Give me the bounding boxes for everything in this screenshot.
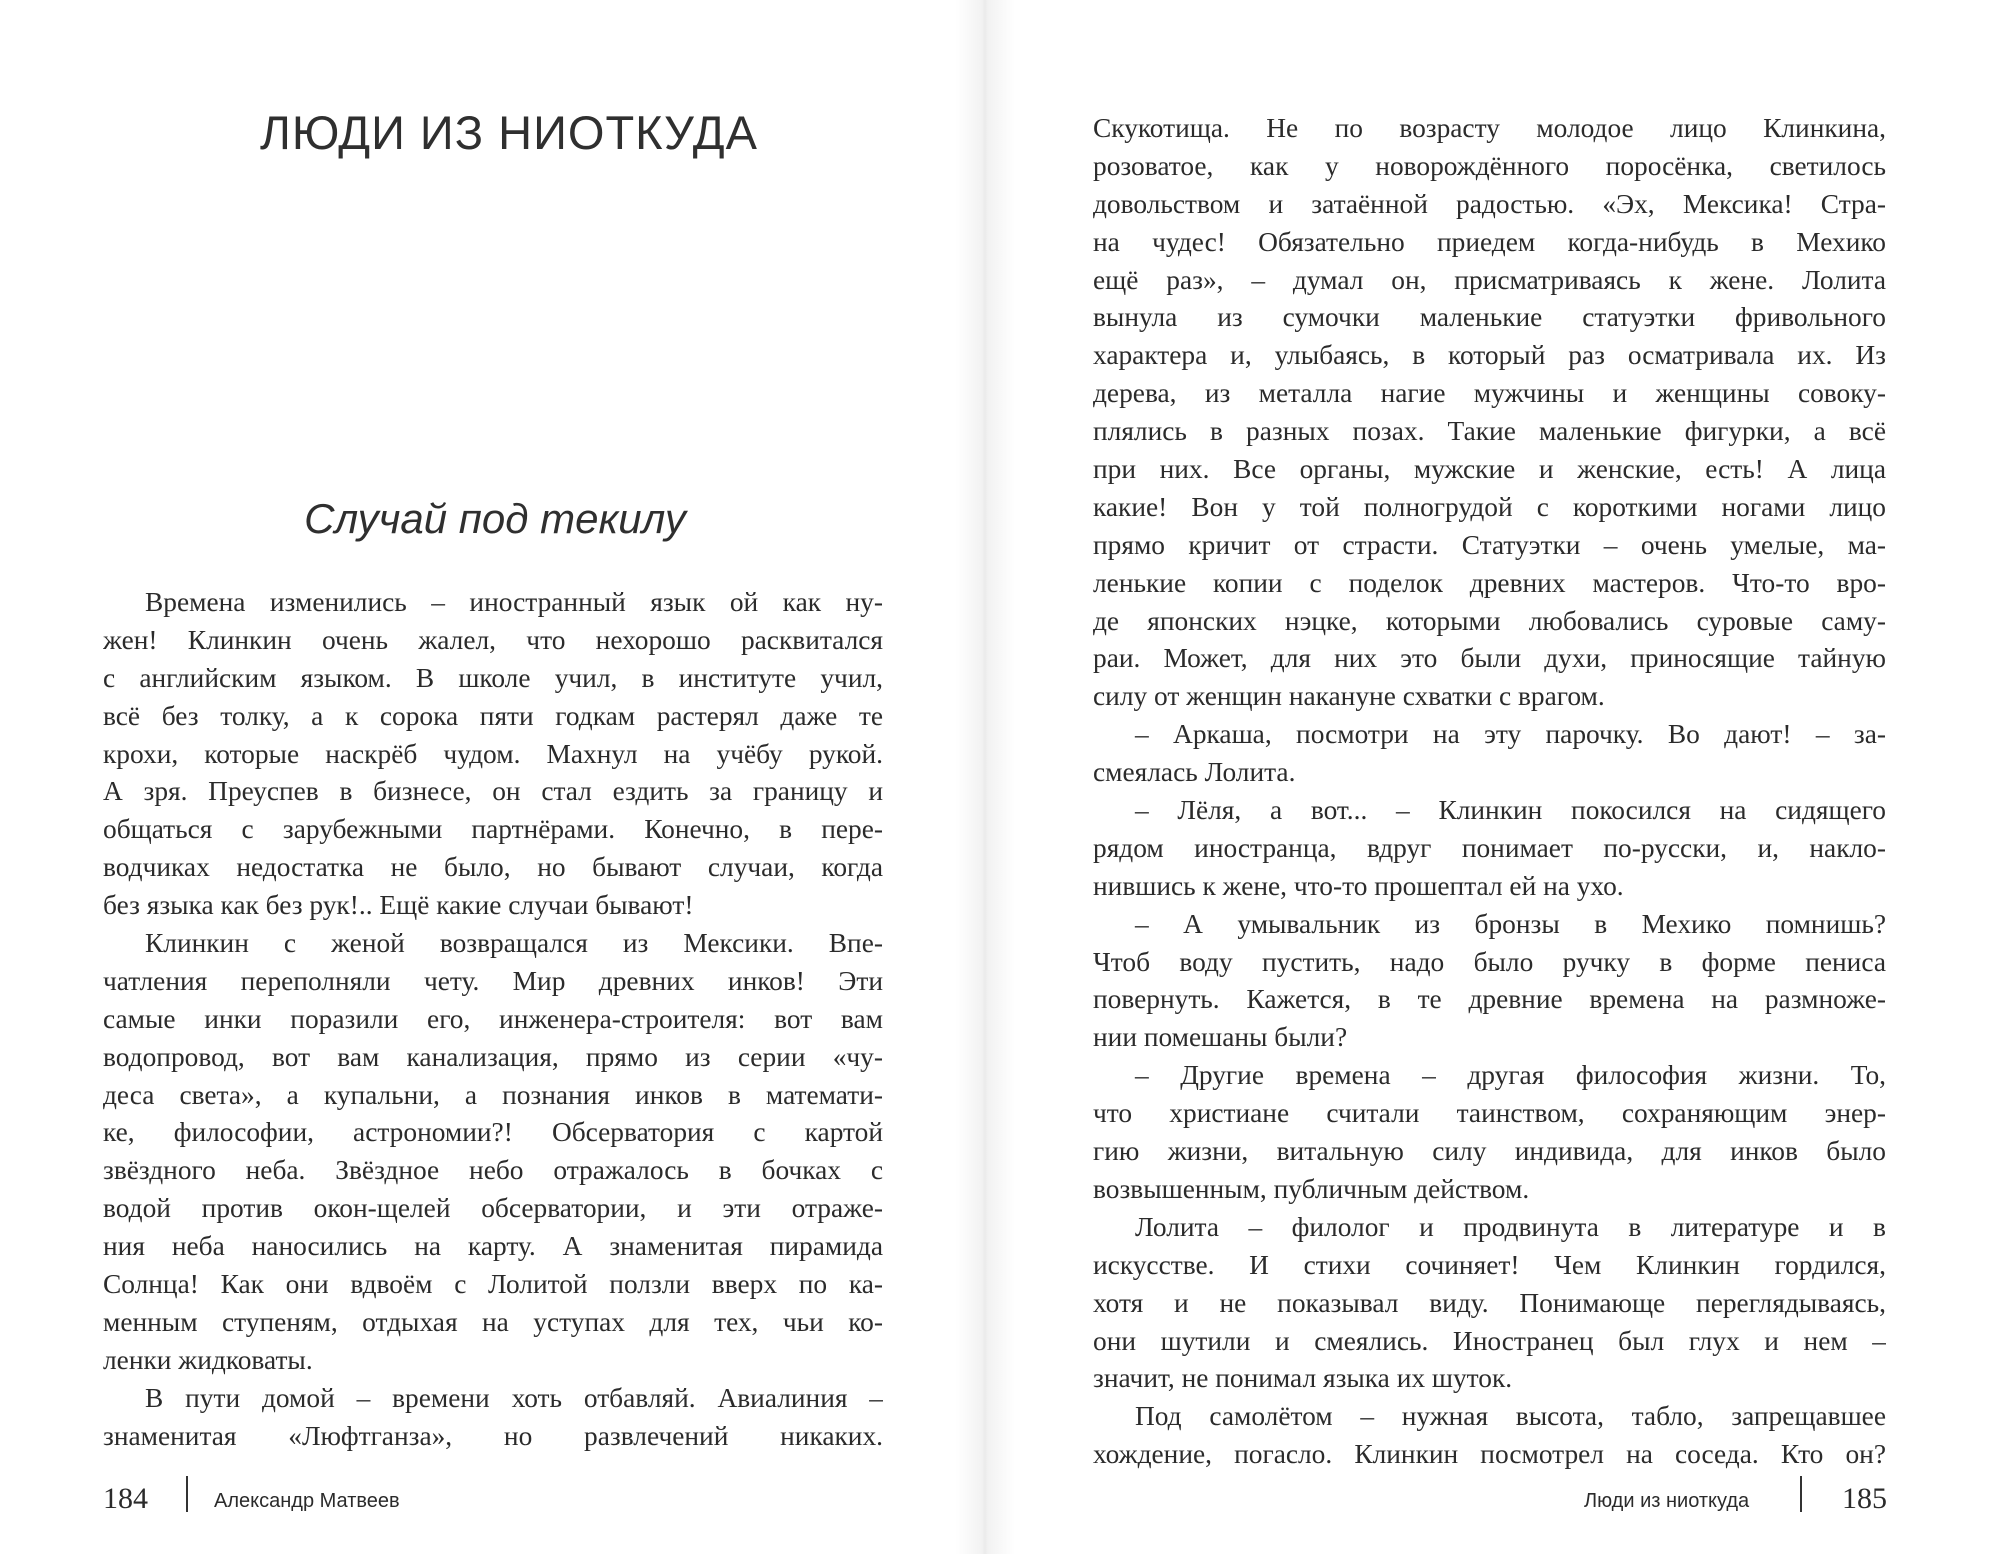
right-running-head: Люди из ниоткуда [1584,1490,1750,1512]
text-line: де японских нэцке, которыми любовались суровые саму- [1093,605,1886,636]
text-line: что христиане считали таинством, сохраняющим энер- [1093,1098,1886,1129]
text-line: они шутили и смеялись. Иностранец был глух и нем – [1093,1325,1886,1356]
text-line: – Лёля, а вот... – Клинкин покосился на сидящего [1135,795,1886,826]
text-line: нии помешаны были? [1093,1022,1348,1053]
text-line: хотя и не показывал виду. Понимающе переглядываясь, [1093,1287,1886,1318]
text-line: ния неба наносились на карту. А знаменитая пирамида [103,1231,883,1262]
text-line: ещё раз», – думал он, присматриваясь к жене. Лолита [1093,264,1886,295]
text-line: дерева, из металла нагие мужчины и женщины совоку- [1093,378,1886,409]
text-line: водопровод, вот вам канализация, прямо из серии «чу- [103,1041,883,1072]
text-line: звёздного неба. Звёздное небо отражалось в бочках с [103,1155,883,1186]
text-line: раи. Может, для них это были духи, приносящие тайную [1093,643,1886,674]
text-line: Скукотища. Не по возрасту молодое лицо Клинкина, [1093,113,1886,143]
text-line: жен! Клинкин очень жалел, что нехорошо расквитался [103,624,883,655]
text-line: – А умывальник из бронзы в Мехико помнишь? [1135,908,1886,939]
right-page-number: 185 [1842,1482,1887,1515]
right-footer-separator [1800,1476,1802,1512]
text-line: менным ступеням, отдыхая на уступах для тех, чьи ко- [103,1306,883,1337]
text-line: водой против окон-щелей обсерватории, и эти отраже- [103,1193,883,1224]
left-page-body-text [103,584,883,1455]
text-line: Чтоб воду пустить, надо было ручку в форме пениса [1093,946,1886,977]
text-line: плялись в разных позах. Такие маленькие фигурки, а всё [1093,416,1886,447]
text-line: чатления переполняли чету. Мир древних инков! Эти [103,965,883,996]
left-footer-separator [186,1476,188,1512]
text-line: довольством и затаённой радостью. «Эх, Мексика! Стра- [1093,188,1886,219]
text-line: самые инки поразили его, инженера-строителя: вот вам [103,1003,883,1034]
text-line: характера и, улыбаясь, в который раз осматривала их. Из [1093,340,1886,371]
text-line: какие! Вон у той полногрудой с короткими ногами лицо [1093,491,1886,522]
text-line: с английским языком. В школе учил, в институте учил, [103,662,883,693]
left-page-number: 184 [103,1482,148,1515]
text-line: значит, не понимал языка их шуток. [1093,1363,1513,1394]
text-line: повернуть. Кажется, в те древние времена на размноже- [1093,984,1886,1015]
text-line: искусстве. И стихи сочиняет! Чем Клинкин гордился, [1093,1249,1886,1280]
text-line: Времена изменились – иностранный язык ой как ну- [145,587,883,617]
text-line: общаться с зарубежными партнёрами. Конечно, в пере- [103,814,883,845]
story-title: Случай под текилу [304,495,686,542]
book-gutter [955,0,1015,1554]
text-line: ленькие копии с поделок древних мастеров. Что-то вро- [1093,567,1886,598]
text-line: Лолита – филолог и продвинута в литературе и в [1135,1211,1886,1242]
text-line: знаменитая «Люфтганза», но развлечений никаких. [103,1420,883,1451]
left-running-head: Александр Матвеев [214,1490,400,1512]
text-line: гию жизни, витальную силу индивида, для инков было [1093,1136,1886,1167]
text-line: силу от женщин накануне схватки с врагом. [1093,681,1605,712]
text-line: крохи, которые наскрёб чудом. Махнул на учёбу рукой. [103,738,883,769]
text-line: без языка как без рук!.. Ещё какие случаи бывают! [103,890,694,921]
text-line: при них. Все органы, мужские и женские, есть! А лица [1093,454,1886,485]
text-line: ленки жидковаты. [103,1344,313,1375]
text-line: рядом иностранца, вдруг понимает по-русски, и, накло- [1093,832,1886,863]
text-line: – Аркаша, посмотри на эту парочку. Во дают! – за- [1135,719,1886,750]
text-line: вынула из сумочки маленькие статуэтки фривольного [1093,302,1886,333]
text-line: розоватое, как у новорождённого поросёнка, светилось [1093,150,1886,181]
text-line: Под самолётом – нужная высота, табло, запрещавшее [1135,1401,1886,1432]
text-line: возвышенным, публичным действом. [1093,1173,1530,1204]
text-line: ке, философии, астрономии?! Обсерватория с картой [103,1117,883,1148]
text-line: В пути домой – времени хоть отбавляй. Авиалиния – [145,1382,883,1413]
text-line: А зря. Преуспев в бизнесе, он стал ездить за границу и [103,776,883,807]
right-page-body-text [1093,110,1886,1474]
text-line: прямо кричит от страсти. Статуэтки – очень умелые, ма- [1093,529,1886,560]
text-line: смеялась Лолита. [1093,757,1296,788]
text-line: деса света», а купальни, а познания инков в математи- [103,1079,883,1110]
text-line: Клинкин с женой возвращался из Мексики. Впе- [145,928,883,959]
text-line: – Другие времена – другая философия жизни. То, [1135,1060,1886,1091]
text-line: хождение, погасло. Клинкин посмотрел на соседа. Кто он? [1093,1439,1886,1470]
text-line: всё без толку, а к сорока пяти годкам растерял даже те [103,700,883,731]
chapter-title: ЛЮДИ ИЗ НИОТКУДА [260,106,758,159]
text-line: нившись к жене, что-то прошептал ей на ухо. [1093,870,1624,901]
text-line: Солнца! Как они вдвоём с Лолитой ползли вверх по ка- [103,1269,883,1300]
text-line: водчиках недостатка не было, но бывают случаи, когда [103,852,883,883]
text-line: на чудес! Обязательно приедем когда-нибудь в Мехико [1093,226,1886,257]
